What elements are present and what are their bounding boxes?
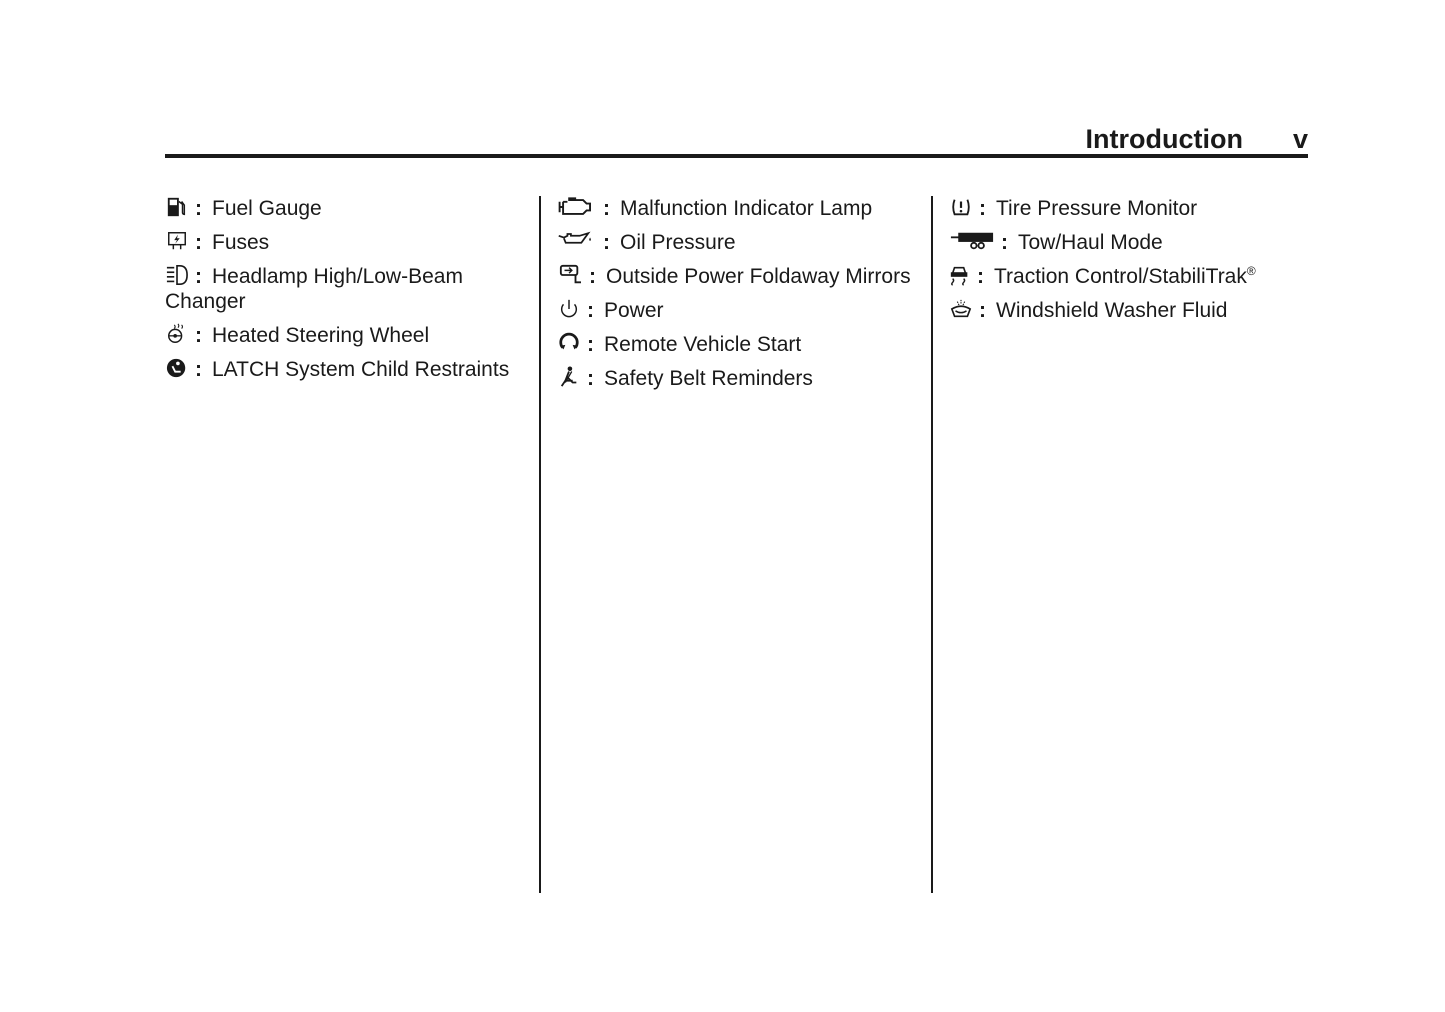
- page-number: v: [1292, 124, 1308, 154]
- entry-separator: :: [979, 299, 986, 322]
- entry-label: Tire Pressure Monitor: [996, 197, 1198, 220]
- entry-separator: :: [195, 358, 202, 381]
- washer-fluid-icon: [949, 298, 973, 320]
- symbol-entry: [949, 196, 1304, 221]
- page-title: Introduction: [1085, 124, 1243, 154]
- entry-separator: :: [977, 265, 984, 288]
- entry-separator: :: [195, 197, 202, 220]
- symbol-entry: [557, 264, 912, 289]
- entry-label: Fuses: [212, 231, 270, 254]
- symbol-entry: [165, 196, 520, 221]
- heated-steering-wheel-icon: [165, 323, 189, 345]
- symbol-list-column-2: [557, 196, 912, 400]
- entry-label: Fuel Gauge: [212, 197, 322, 220]
- tow-haul-icon: [949, 230, 995, 252]
- symbol-entry: [557, 230, 912, 255]
- entry-separator: :: [195, 324, 202, 347]
- entry-label: Outside Power Foldaway Mirrors: [606, 265, 911, 288]
- registered-mark: ®: [1246, 264, 1256, 278]
- entry-separator: :: [1001, 231, 1008, 254]
- power-icon: [557, 298, 581, 320]
- entry-label: Windshield Washer Fluid: [996, 299, 1228, 322]
- mirror-fold-icon: [557, 264, 583, 286]
- symbol-entry: [165, 323, 520, 348]
- entry-separator: :: [603, 231, 610, 254]
- entry-label: Power: [604, 299, 664, 322]
- header-rule: [165, 154, 1308, 158]
- seat-belt-icon: [557, 366, 581, 388]
- remote-start-icon: [557, 332, 581, 354]
- entry-separator: :: [587, 299, 594, 322]
- entry-separator: :: [195, 231, 202, 254]
- entry-label: Traction Control/StabiliTrak: [994, 265, 1247, 288]
- entry-separator: :: [589, 265, 596, 288]
- entry-separator: :: [587, 333, 594, 356]
- tire-pressure-icon: [949, 196, 973, 218]
- symbol-entry: [949, 298, 1304, 323]
- symbol-list-column-3: [949, 196, 1304, 332]
- entry-label: Remote Vehicle Start: [604, 333, 802, 356]
- symbol-entry: [557, 366, 912, 391]
- symbol-entry: [557, 332, 912, 357]
- symbol-entry: [949, 230, 1304, 255]
- entry-separator: :: [603, 197, 610, 220]
- oil-can-icon: [557, 230, 597, 252]
- fuse-icon: [165, 230, 189, 252]
- symbol-list-column-1: [165, 196, 520, 391]
- symbol-entry: [949, 264, 1304, 289]
- entry-label: Tow/Haul Mode: [1018, 231, 1163, 254]
- column-divider: [931, 196, 933, 893]
- traction-control-icon: [949, 264, 971, 286]
- symbol-entry: [557, 196, 912, 221]
- entry-label: Oil Pressure: [620, 231, 736, 254]
- entry-label: Safety Belt Reminders: [604, 367, 813, 390]
- page-header: [165, 118, 1308, 158]
- engine-icon: [557, 196, 597, 218]
- headlamp-high-beam-icon: [165, 264, 189, 286]
- entry-separator: :: [587, 367, 594, 390]
- entry-label: Heated Steering Wheel: [212, 324, 430, 347]
- symbol-entry: [165, 264, 520, 314]
- entry-separator: :: [979, 197, 986, 220]
- column-divider: [539, 196, 541, 893]
- symbol-entry: [165, 357, 520, 382]
- entry-label: Headlamp High/Low-Beam Changer: [165, 265, 463, 313]
- entry-separator: :: [195, 265, 202, 288]
- fuel-pump-icon: [165, 196, 189, 218]
- symbol-entry: [557, 298, 912, 323]
- entry-label: LATCH System Child Restraints: [212, 358, 510, 381]
- latch-child-seat-icon: [165, 357, 189, 379]
- entry-label: Malfunction Indicator Lamp: [620, 197, 873, 220]
- symbol-entry: [165, 230, 520, 255]
